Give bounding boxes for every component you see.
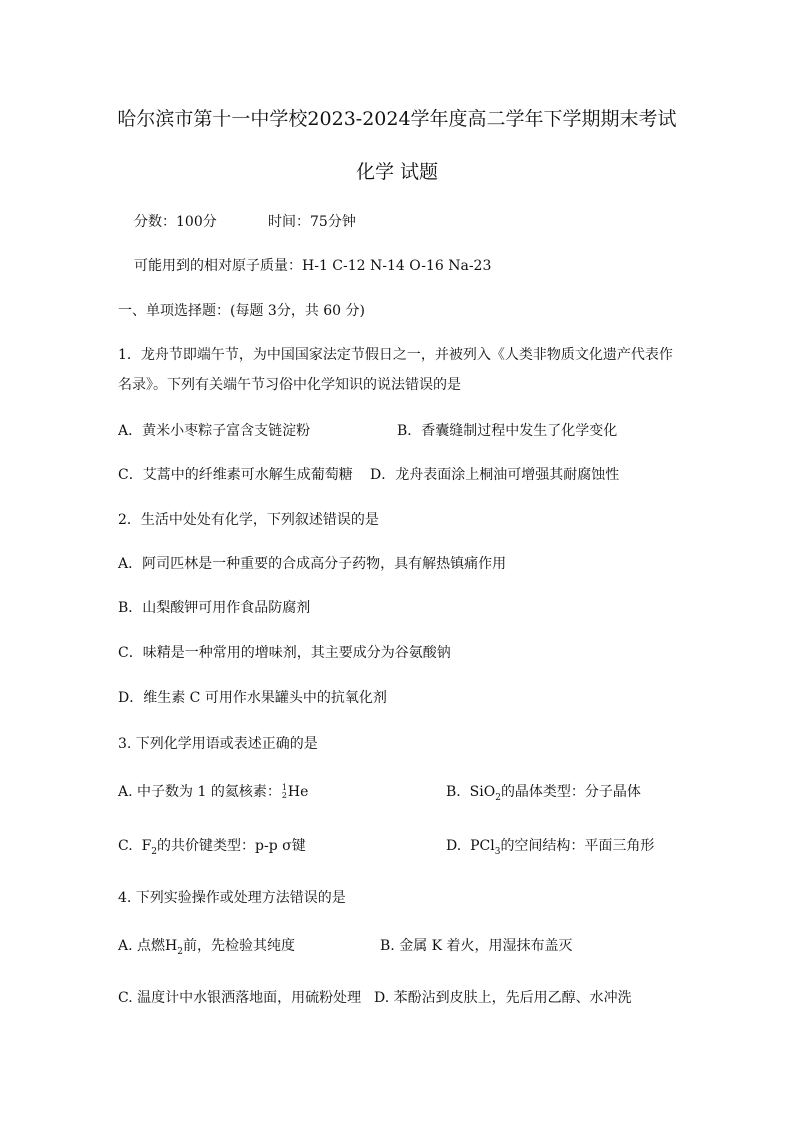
q3-option-b-text: 的晶体类型：分子晶体 xyxy=(500,784,641,800)
q4-option-a xyxy=(118,936,295,962)
q4-option-a-text2: 前，先检验其纯度 xyxy=(182,938,295,954)
exam-subtitle: 化学 试题 xyxy=(355,161,439,183)
q3-atomic-number: 2 xyxy=(281,791,287,800)
q3-option-b-subscript: 2 xyxy=(495,792,501,803)
q1-stem-line2: 名录》。下列有关端午节习俗中化学知识的说法错误的是 xyxy=(118,377,461,393)
q3-option-d-prefix: D. xyxy=(446,838,462,854)
q3-option-c-subscript: 2 xyxy=(151,846,158,857)
q4-option-a-formula: H xyxy=(165,938,178,954)
q3-option-c xyxy=(118,836,306,862)
q3-element-symbol: He xyxy=(287,784,309,800)
q2-option-a: A．阿司匹林是一种重要的合成高分子药物，具有解热镇痛作用 xyxy=(118,556,507,572)
q3-mass-number: 1 xyxy=(281,783,287,792)
q3-option-a-text: A. 中子数为 1 的氦核素： xyxy=(118,784,281,800)
q2-option-c: C．味精是一种常用的增味剂，其主要成分为谷氨酸钠 xyxy=(118,645,451,661)
q3-option-b-prefix: B. xyxy=(446,784,461,800)
q3-option-c-prefix: C. xyxy=(118,838,133,854)
q1-option-c: C．艾蒿中的纤维素可水解生成葡萄糖 xyxy=(118,467,353,483)
q4-option-a-text1: A. 点燃 xyxy=(118,938,166,954)
q3-option-d-text: 的空间结构：平面三角形 xyxy=(500,838,655,854)
exam-title: 哈尔滨市第十一中学校2023-2024学年度高二学年下学期期末考试 xyxy=(117,108,677,130)
q2-option-d: D．维生素 C 可用作水果罐头中的抗氧化剂 xyxy=(118,690,387,706)
score-info: 分数：100分 xyxy=(134,214,217,230)
q3-option-b xyxy=(446,782,641,808)
q2-stem: 2．生活中处处有化学，下列叙述错误的是 xyxy=(118,512,379,528)
section-heading: 一、单项选择题：(每题 3分，共 60 分) xyxy=(118,303,365,319)
q3-option-c-text: 的共价键类型：p-p σ键 xyxy=(157,838,306,854)
q3-option-d-subscript: 3 xyxy=(494,846,501,857)
atomic-masses: 可能用到的相对原子质量：H-1 C-12 N-14 O-16 Na-23 xyxy=(134,258,492,274)
q4-stem: 4. 下列实验操作或处理方法错误的是 xyxy=(118,890,346,906)
q1-option-d: D．龙舟表面涂上桐油可增强其耐腐蚀性 xyxy=(370,467,620,483)
q3-nuclide-numbers xyxy=(282,784,287,800)
q3-option-a xyxy=(118,782,308,802)
q4-option-b: B. 金属 K 着火，用湿抹布盖灭 xyxy=(380,938,573,954)
q3-option-b-formula: SiO xyxy=(469,784,496,800)
q4-option-c: C. 温度计中水银洒落地面，用硫粉处理 xyxy=(118,990,362,1006)
q1-stem-line1: 1．龙舟节即端午节，为中国国家法定节假日之一，并被列入《人类非物质文化遗产代表作 xyxy=(118,347,673,363)
q4-option-a-subscript: 2 xyxy=(177,946,183,957)
time-info: 时间：75分钟 xyxy=(268,214,356,230)
q3-option-c-formula: F xyxy=(141,838,152,854)
q3-stem: 3. 下列化学用语或表述正确的是 xyxy=(118,736,318,752)
q4-option-d: D. 苯酚沾到皮肤上，先后用乙醇、水冲洗 xyxy=(374,990,632,1006)
q1-option-a: A．黄米小枣粽子富含支链淀粉 xyxy=(118,423,311,439)
q2-option-b: B．山梨酸钾可用作食品防腐剂 xyxy=(118,600,311,616)
q1-option-b: B．香囊缝制过程中发生了化学变化 xyxy=(397,423,618,439)
q3-option-d xyxy=(446,836,654,862)
q3-option-d-formula: PCl xyxy=(470,838,495,854)
